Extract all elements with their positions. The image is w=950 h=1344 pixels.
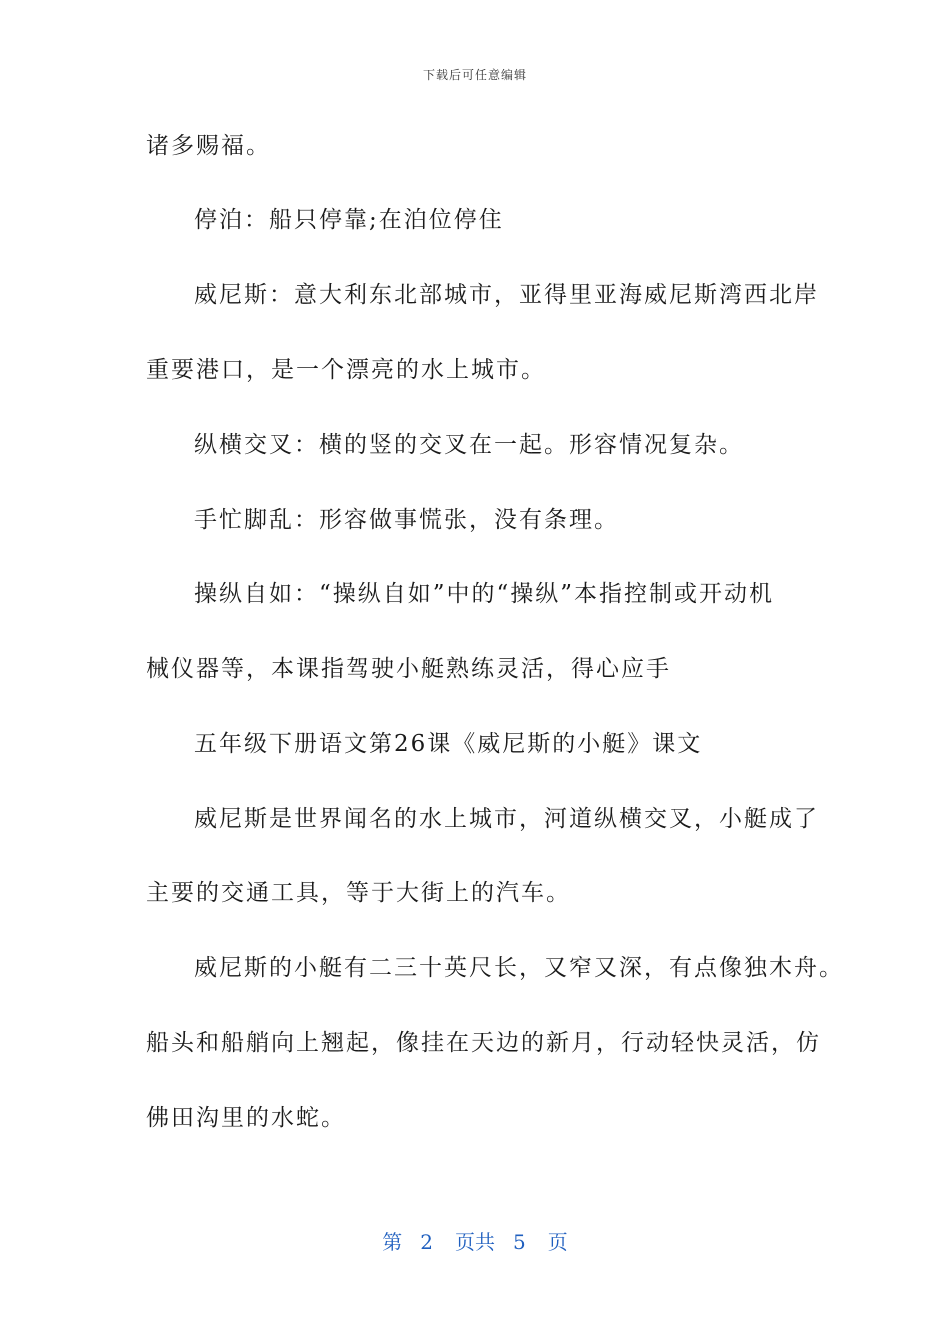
page-label-suffix: 页: [547, 1230, 568, 1254]
page-header-note: 下载后可任意编辑: [422, 68, 527, 82]
text-line: 佛田沟里的水蛇。: [146, 1105, 346, 1131]
text-line: 操纵自如：“操纵自如”中的“操纵”本指控制或开动机: [194, 581, 775, 607]
text-line: 威尼斯的小艇有二三十英尺长，又窄又深，有点像独木舟。: [194, 955, 844, 981]
text-line: 械仪器等，本课指驾驶小艇熟练灵活，得心应手: [146, 656, 671, 682]
total-page-number: 5: [513, 1230, 526, 1254]
text-line: 船头和船艄向上翘起，像挂在天边的新月，行动轻快灵活，仿: [146, 1030, 821, 1056]
current-page-number: 2: [420, 1230, 433, 1254]
text-line: 主要的交通工具，等于大街上的汽车。: [146, 880, 571, 906]
page-label-mid: 页共: [455, 1230, 495, 1254]
text-line: 威尼斯是世界闻名的水上城市，河道纵横交叉，小艇成了: [194, 806, 819, 832]
text-line: 诸多赐福。: [146, 133, 271, 159]
text-line: 纵横交叉：横的竖的交叉在一起。形容情况复杂。: [194, 432, 744, 458]
text-line: 五年级下册语文第26课《威尼斯的小艇》课文: [194, 731, 703, 757]
page-label-prefix: 第: [382, 1230, 403, 1254]
text-line: 重要港口，是一个漂亮的水上城市。: [146, 357, 546, 383]
text-line: 威尼斯：意大利东北部城市，亚得里亚海威尼斯湾西北岸: [194, 282, 819, 308]
page-footer-pagination: [0, 1226, 950, 1255]
text-line: 手忙脚乱：形容做事慌张，没有条理。: [194, 507, 619, 533]
text-line: 停泊：船只停靠;在泊位停住: [194, 207, 504, 233]
